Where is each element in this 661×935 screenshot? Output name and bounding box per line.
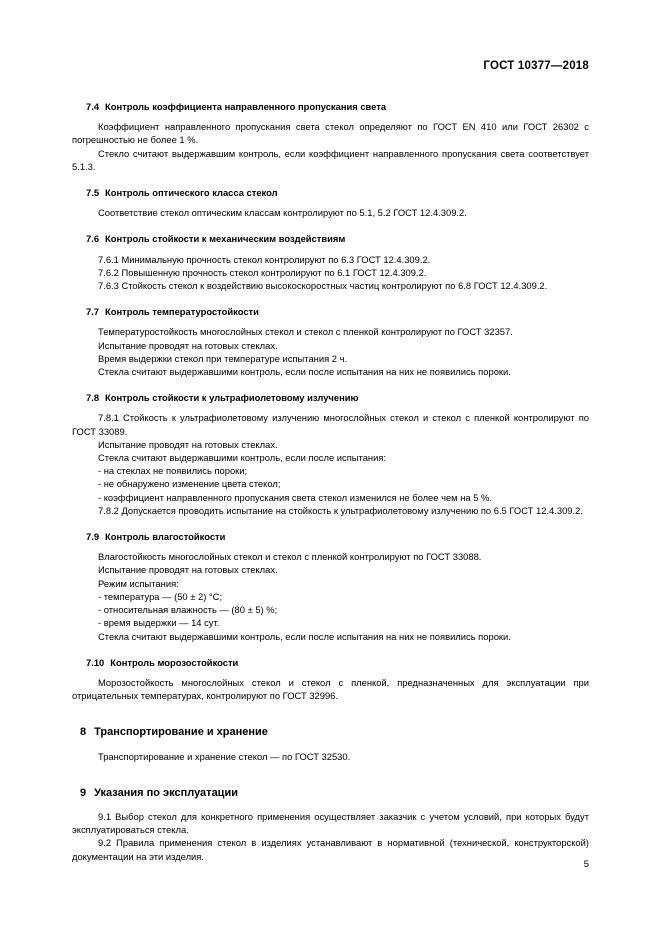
section-title: Контроль влагостойкости: [105, 531, 226, 543]
list-item: - коэффициент направленного пропускания света стекол изменился не более чем на 5 %.: [98, 491, 492, 503]
paragraph: Стекла считают выдержавшими контроль, если после испытания:: [98, 452, 387, 464]
section-7-5: [72, 186, 589, 219]
section-title: Контроль стойкости к ультрафиолетовому излучению: [105, 392, 359, 404]
chapter-heading: [72, 726, 589, 739]
section-number: 7.9: [86, 531, 100, 543]
paragraph: Испытание проводят на готовых стеклах.: [98, 438, 278, 450]
list-item: - время выдержки — 14 сут.: [98, 617, 220, 629]
paragraph: Время выдержки стекол при температуре испытания 2 ч.: [98, 352, 348, 364]
page-number: 5: [583, 858, 589, 869]
section-heading: [72, 656, 589, 669]
document-body: [72, 100, 589, 863]
paragraph: Стекла считают выдержавшими контроль, если после испытания на них не появились пороки.: [98, 630, 511, 642]
chapter-9: [72, 787, 589, 863]
paragraph: Влагостойкость многослойных стекол и стекол с пленкой контролируют по ГОСТ 33088.: [98, 551, 482, 563]
section-title: Контроль коэффициента направленного пропускания света: [105, 101, 387, 112]
chapter-number: 8: [80, 726, 87, 739]
section-number: 7.6: [86, 233, 100, 245]
section-7-9: [72, 530, 589, 643]
paragraph: 7.6.3 Стойкость стекол к воздействию высокоскоростных частиц контролируют по 6.8 ГОСТ 12.4.309.2.: [98, 280, 548, 292]
section-number: 7.10: [86, 656, 105, 668]
paragraph: Морозостойкость многослойных стекол и стекол с пленкой, предназначенных для эксплуатации при отрицательных температурах, контролируют по ГОСТ 32996.: [72, 676, 589, 702]
section-heading: [72, 530, 589, 543]
section-title: Контроль оптического класса стекол: [105, 187, 278, 199]
list-item: - относительная влажность — (80 ± 5) %;: [98, 604, 278, 616]
paragraph: 7.6.1 Минимальную прочность стекол контролируют по 6.3 ГОСТ 12.4.309.2.: [98, 253, 431, 265]
section-heading: [72, 186, 589, 199]
paragraph: 7.8.1 Стойкость к ультрафиолетовому излучению многослойных стекол и стекол с пленкой контролируют по ГОСТ 33089.: [72, 412, 589, 437]
paragraph: 9.2 Правила применения стекол в изделиях устанавливают в нормативной (технической, конструкторской) документации на эти изделия.: [72, 837, 589, 862]
section-heading: [72, 232, 589, 245]
section-number: 7.5: [86, 187, 100, 199]
list-item: - температура — (50 ± 2) °С;: [98, 590, 223, 602]
chapter-heading: [72, 787, 589, 800]
chapter-8: [72, 726, 589, 762]
list-item: - не обнаружено изменение цвета стекол;: [98, 478, 281, 490]
page-header: ГОСТ 10377—2018: [483, 60, 589, 72]
paragraph: Коэффициент направленного пропускания света стекол определяют по ГОСТ EN 410 или ГОСТ 26302 с погрешностью не более 1 %.: [72, 121, 589, 146]
paragraph: 7.6.2 Повышенную прочность стекол контролируют по 6.1 ГОСТ 12.4.309.2.: [98, 266, 427, 278]
paragraph: 9.1 Выбор стекол для конкретного применения осуществляет заказчик с учетом условий, при которых будут эксплуатироваться стекла.: [72, 810, 589, 836]
paragraph: Режим испытания:: [98, 577, 179, 589]
paragraph: Соответствие стекол оптическим классам контролируют по 5.1, 5.2 ГОСТ 12.4.309.2.: [98, 207, 467, 219]
paragraph: Испытание проводят на готовых стеклах.: [98, 339, 278, 351]
section-title: Контроль морозостойкости: [110, 656, 239, 668]
section-title: Контроль стойкости к механическим воздействиям: [105, 233, 346, 245]
section-7-10: [72, 656, 589, 703]
paragraph: 7.8.2 Допускается проводить испытание на стойкость к ультрафиолетовому излучению по 6.5 ГОСТ 12.4.309.2.: [98, 504, 583, 516]
list-item: - на стеклах не появились пороки;: [98, 465, 248, 477]
section-number: 7.7: [86, 306, 100, 318]
paragraph: Стекла считают выдержавшими контроль, если после испытания на них не появились пороки.: [98, 366, 511, 378]
paragraph: Транспортирование и хранение стекол — по ГОСТ 32530.: [98, 750, 351, 762]
section-7-6: [72, 232, 589, 292]
chapter-number: 9: [80, 786, 87, 799]
chapter-title: Указания по эксплуатации: [94, 786, 238, 799]
section-7-7: [72, 305, 589, 378]
section-7-4: [72, 100, 589, 173]
section-number: 7.4: [86, 101, 100, 112]
paragraph: Испытание проводят на готовых стеклах.: [98, 564, 278, 576]
section-heading: [72, 305, 589, 318]
section-number: 7.8: [86, 392, 100, 404]
chapter-title: Транспортирование и хранение: [94, 726, 268, 739]
paragraph: Температуростойкость многослойных стекол и стекол с пленкой контролируют по ГОСТ 32357.: [98, 326, 513, 338]
section-heading: [72, 391, 589, 404]
section-title: Контроль температуростойкости: [105, 306, 259, 318]
section-7-8: [72, 391, 589, 517]
paragraph: Стекло считают выдержавшим контроль, если коэффициент направленного пропускания света соответствует 5.1.3.: [72, 147, 589, 172]
section-heading: [72, 100, 589, 113]
